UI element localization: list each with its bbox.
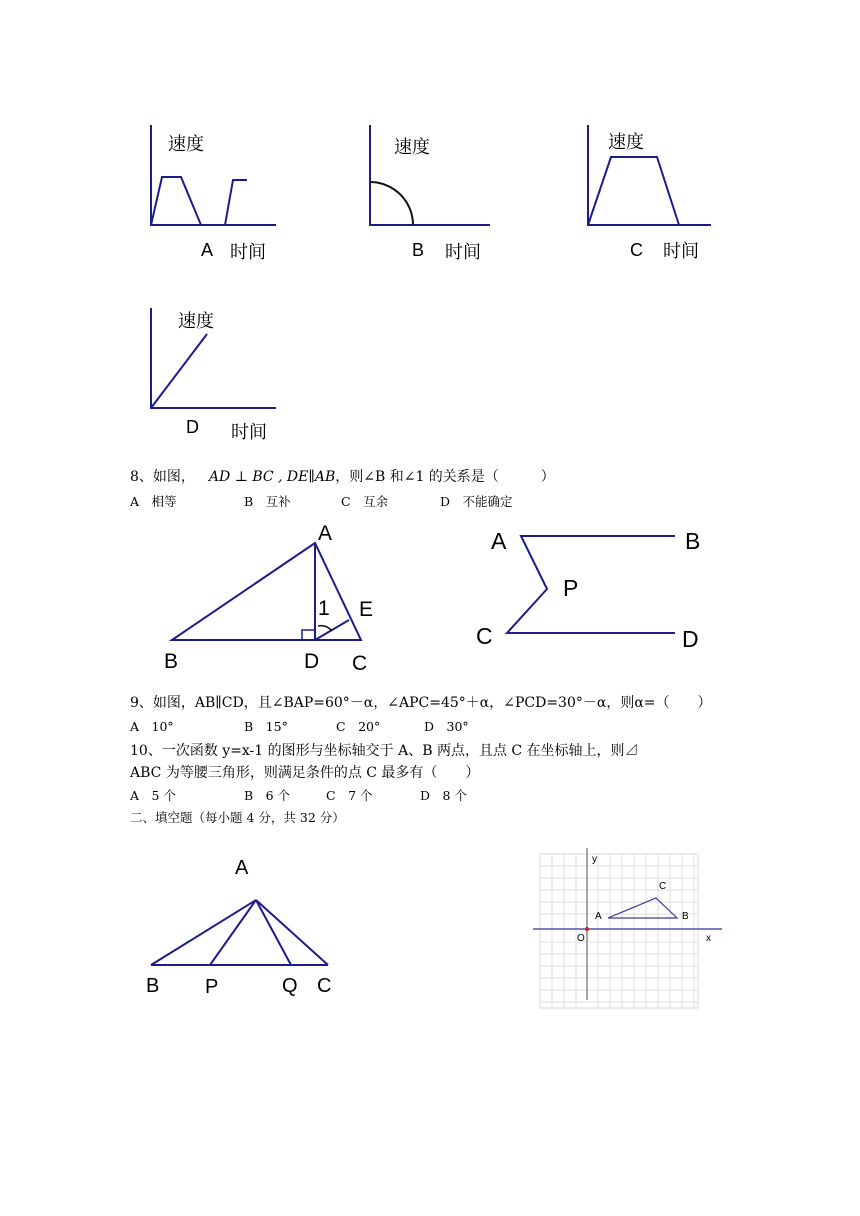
- graph-b-ylabel: 速度: [394, 137, 430, 158]
- graph-a-xlabel: 时间: [230, 242, 266, 263]
- zigzag-label-d: D: [682, 626, 699, 652]
- graph-a-ylabel: 速度: [168, 134, 204, 155]
- q9-option-d: D 30°: [424, 719, 469, 734]
- q10-stem-line1: 10、一次函数 y=x-1 的图形与坐标轴交于 A、B 两点，且点 C 在坐标轴上，则⊿: [130, 743, 639, 759]
- section-2-heading: 二、填空题（每小题 4 分，共 32 分）: [130, 810, 345, 825]
- graph-c-xlabel: 时间: [663, 241, 699, 262]
- zigzag-label-a: A: [491, 528, 507, 554]
- grid-label-x: x: [706, 933, 711, 944]
- q10-option-c: C 7 个: [326, 788, 373, 803]
- q8-option-d: D 不能确定: [440, 494, 513, 509]
- graph-b-letter: B: [412, 240, 425, 260]
- graph-c: [588, 125, 711, 226]
- q9-option-a: A 10°: [130, 719, 174, 734]
- triangle-label-angle-1: 1: [318, 597, 330, 620]
- triangle-label-c: C: [352, 652, 368, 675]
- grid-label-a: A: [595, 911, 602, 922]
- q8-option-a: A 相等: [130, 494, 177, 509]
- q8-stem-math: AD ⊥ BC , DE∥AB: [208, 469, 336, 485]
- grid-label-c: C: [659, 881, 667, 892]
- zigzag-label-b: B: [685, 528, 701, 554]
- grid-label-o: O: [577, 933, 585, 944]
- bpqc-label-a: A: [235, 857, 249, 879]
- q8-stem-suffix: ，则∠B 和∠1 的关系是（ ）: [335, 469, 555, 485]
- q9-option-c: C 20°: [336, 719, 381, 734]
- bpqc-figure: [151, 900, 328, 965]
- triangle-label-b: B: [164, 650, 179, 673]
- graph-c-letter: C: [630, 240, 643, 260]
- triangle-label-e: E: [359, 598, 374, 621]
- q10-option-d: D 8 个: [420, 788, 467, 803]
- q9-option-b: B 15°: [244, 719, 288, 734]
- grid-label-b: B: [682, 911, 689, 922]
- bpqc-label-b: B: [146, 975, 160, 997]
- zigzag-label-p: P: [563, 575, 579, 601]
- bpqc-label-p: P: [205, 976, 219, 998]
- triangle-label-a: A: [318, 522, 333, 545]
- bpqc-label-q: Q: [282, 975, 298, 997]
- zigzag-label-c: C: [476, 623, 493, 649]
- q9-stem: 9、如图，AB∥CD，且∠BAP=60°－α，∠APC=45°＋α，∠PCD=30°－α，则α=（ ）: [130, 695, 712, 711]
- grid-label-y: y: [592, 854, 597, 865]
- graph-a-letter: A: [201, 240, 214, 260]
- q8-stem-prefix: 8、如图，: [130, 469, 195, 485]
- graph-c-ylabel: 速度: [608, 132, 644, 153]
- q10-stem-line2: ABC 为等腰三角形，则满足条件的点 C 最多有（ ）: [130, 765, 480, 781]
- graph-b-xlabel: 时间: [445, 242, 481, 263]
- graph-d-letter: D: [186, 417, 199, 437]
- q8-stem: [130, 466, 555, 486]
- q8-option-c: C 互余: [341, 494, 389, 509]
- graph-b: [370, 125, 490, 226]
- bpqc-label-c: C: [317, 975, 332, 997]
- triangle-figure: [172, 543, 361, 640]
- graph-d-xlabel: 时间: [231, 422, 267, 443]
- triangle-label-d: D: [304, 650, 320, 673]
- q10-option-a: A 5 个: [130, 788, 176, 803]
- zigzag-figure: [507, 536, 675, 633]
- coordinate-grid-figure: [533, 848, 722, 1008]
- q8-option-b: B 互补: [244, 494, 291, 509]
- q10-option-b: B 6 个: [244, 788, 291, 803]
- graph-d-ylabel: 速度: [178, 311, 214, 332]
